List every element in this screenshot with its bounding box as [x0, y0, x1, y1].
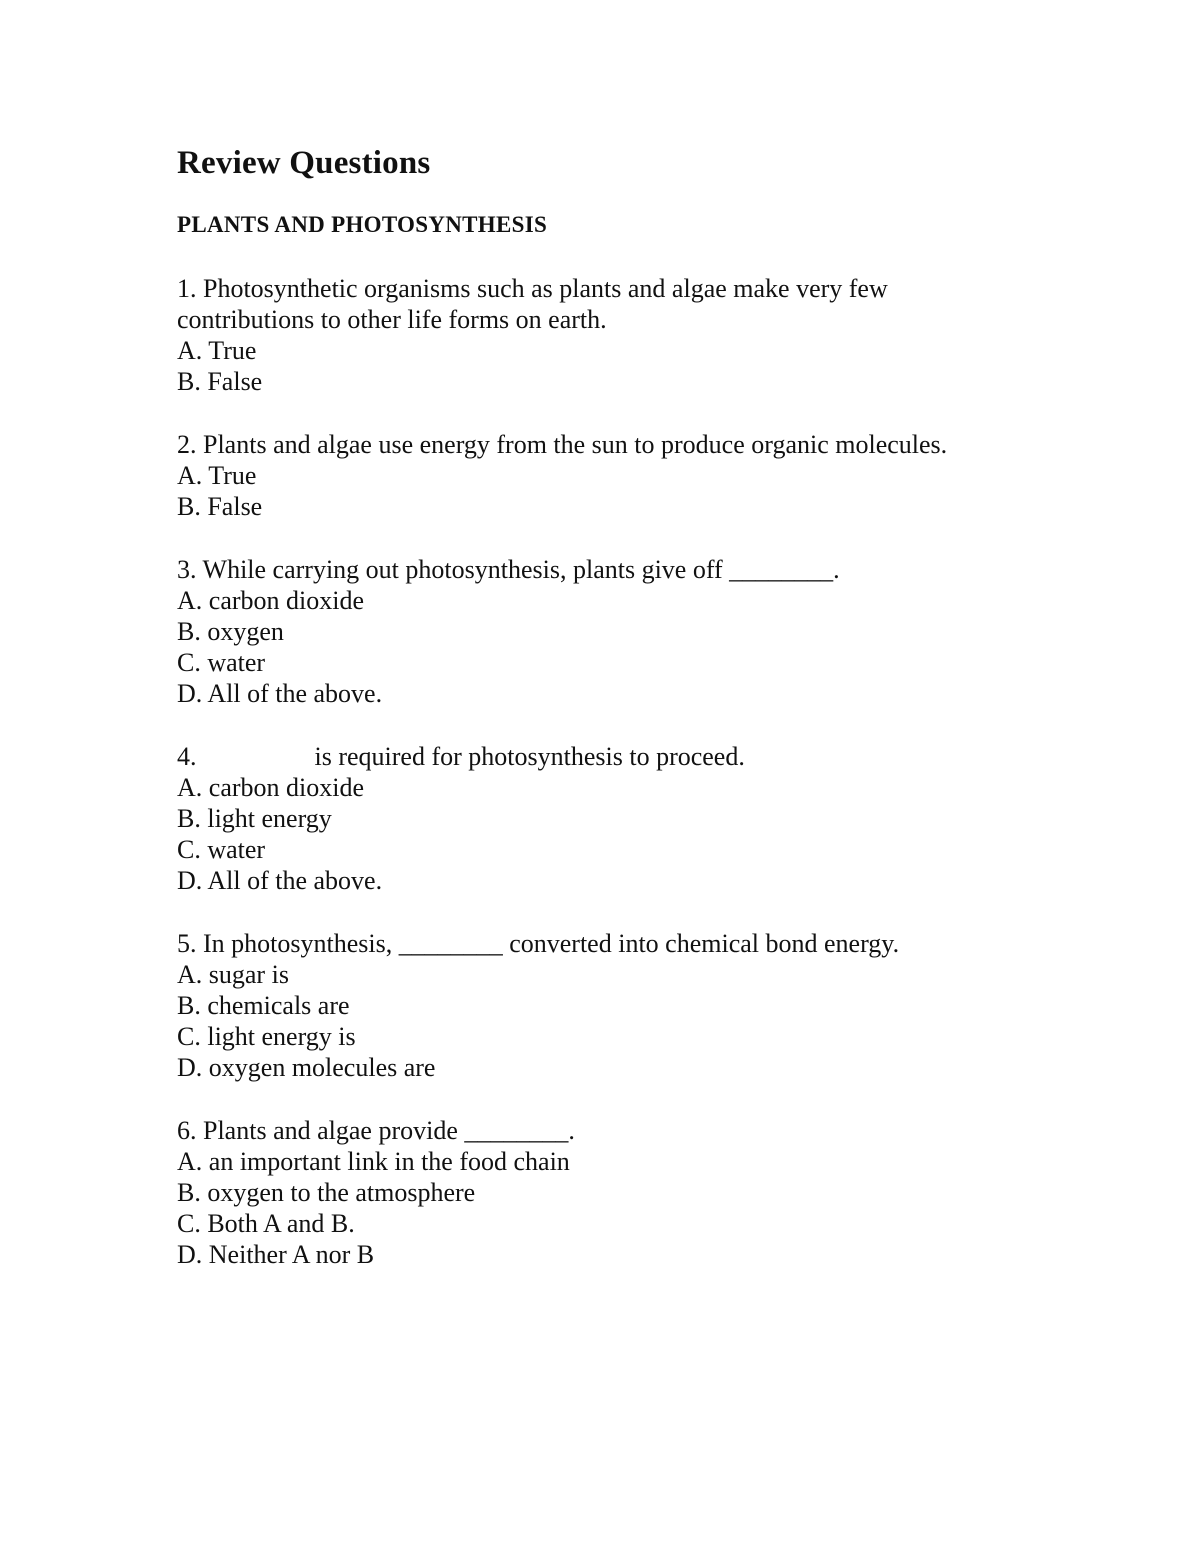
options-list: [177, 335, 1077, 397]
question-1-text: [177, 273, 1017, 335]
question-3-text: [177, 554, 1017, 585]
question-number: 1.: [177, 274, 197, 303]
question-body: While carrying out photosynthesis, plants give off ________.: [202, 555, 840, 584]
option-a: A. True: [177, 336, 257, 365]
option-c: C. water: [177, 835, 266, 864]
question-2: [177, 429, 1077, 522]
option-b: B. light energy: [177, 804, 332, 833]
option-a: A. carbon dioxide: [177, 586, 365, 615]
option-b: B. oxygen: [177, 617, 284, 646]
option-d: D. All of the above.: [177, 679, 383, 708]
question-5: [177, 928, 1077, 1083]
option-b: B. False: [177, 367, 263, 396]
question-5-text: [177, 928, 1017, 959]
option-c: C. Both A and B.: [177, 1209, 355, 1238]
question-6-text: [177, 1115, 1017, 1146]
question-body: Photosynthetic organisms such as plants and algae make very few contributions to other life forms on earth.: [177, 274, 888, 334]
document-page: [177, 140, 1077, 1270]
question-1: [177, 273, 1077, 397]
options-list: [177, 460, 1077, 522]
question-number: 6.: [177, 1116, 197, 1145]
option-b: B. chemicals are: [177, 991, 350, 1020]
question-body: In photosynthesis, ________ converted into chemical bond energy.: [203, 929, 900, 958]
question-number: 5.: [177, 929, 197, 958]
question-number: 4.: [177, 742, 197, 771]
question-body: Plants and algae use energy from the sun to produce organic molecules.: [203, 430, 948, 459]
question-6: [177, 1115, 1077, 1270]
option-d: D. All of the above.: [177, 866, 383, 895]
option-c: C. light energy is: [177, 1022, 356, 1051]
question-number: 3.: [177, 555, 197, 584]
question-number: 2.: [177, 430, 197, 459]
question-body: Plants and algae provide ________.: [203, 1116, 575, 1145]
option-b: B. oxygen to the atmosphere: [177, 1178, 476, 1207]
option-a: A. True: [177, 461, 257, 490]
option-a: A. carbon dioxide: [177, 773, 365, 802]
options-list: [177, 585, 1077, 709]
options-list: [177, 959, 1077, 1083]
option-a: A. an important link in the food chain: [177, 1147, 570, 1176]
question-body: is required for photosynthesis to proceed.: [314, 742, 745, 771]
option-a: A. sugar is: [177, 960, 289, 989]
option-b: B. False: [177, 492, 263, 521]
question-2-text: [177, 429, 1017, 460]
question-4-text: [177, 741, 1017, 772]
option-d: D. Neither A nor B: [177, 1240, 375, 1269]
options-list: [177, 772, 1077, 896]
option-d: D. oxygen molecules are: [177, 1053, 436, 1082]
option-c: C. water: [177, 648, 266, 677]
question-3: [177, 554, 1077, 709]
section-heading: PLANTS AND PHOTOSYNTHESIS: [177, 212, 548, 237]
question-4: [177, 741, 1077, 896]
options-list: [177, 1146, 1077, 1270]
page-title: Review Questions: [177, 145, 431, 181]
